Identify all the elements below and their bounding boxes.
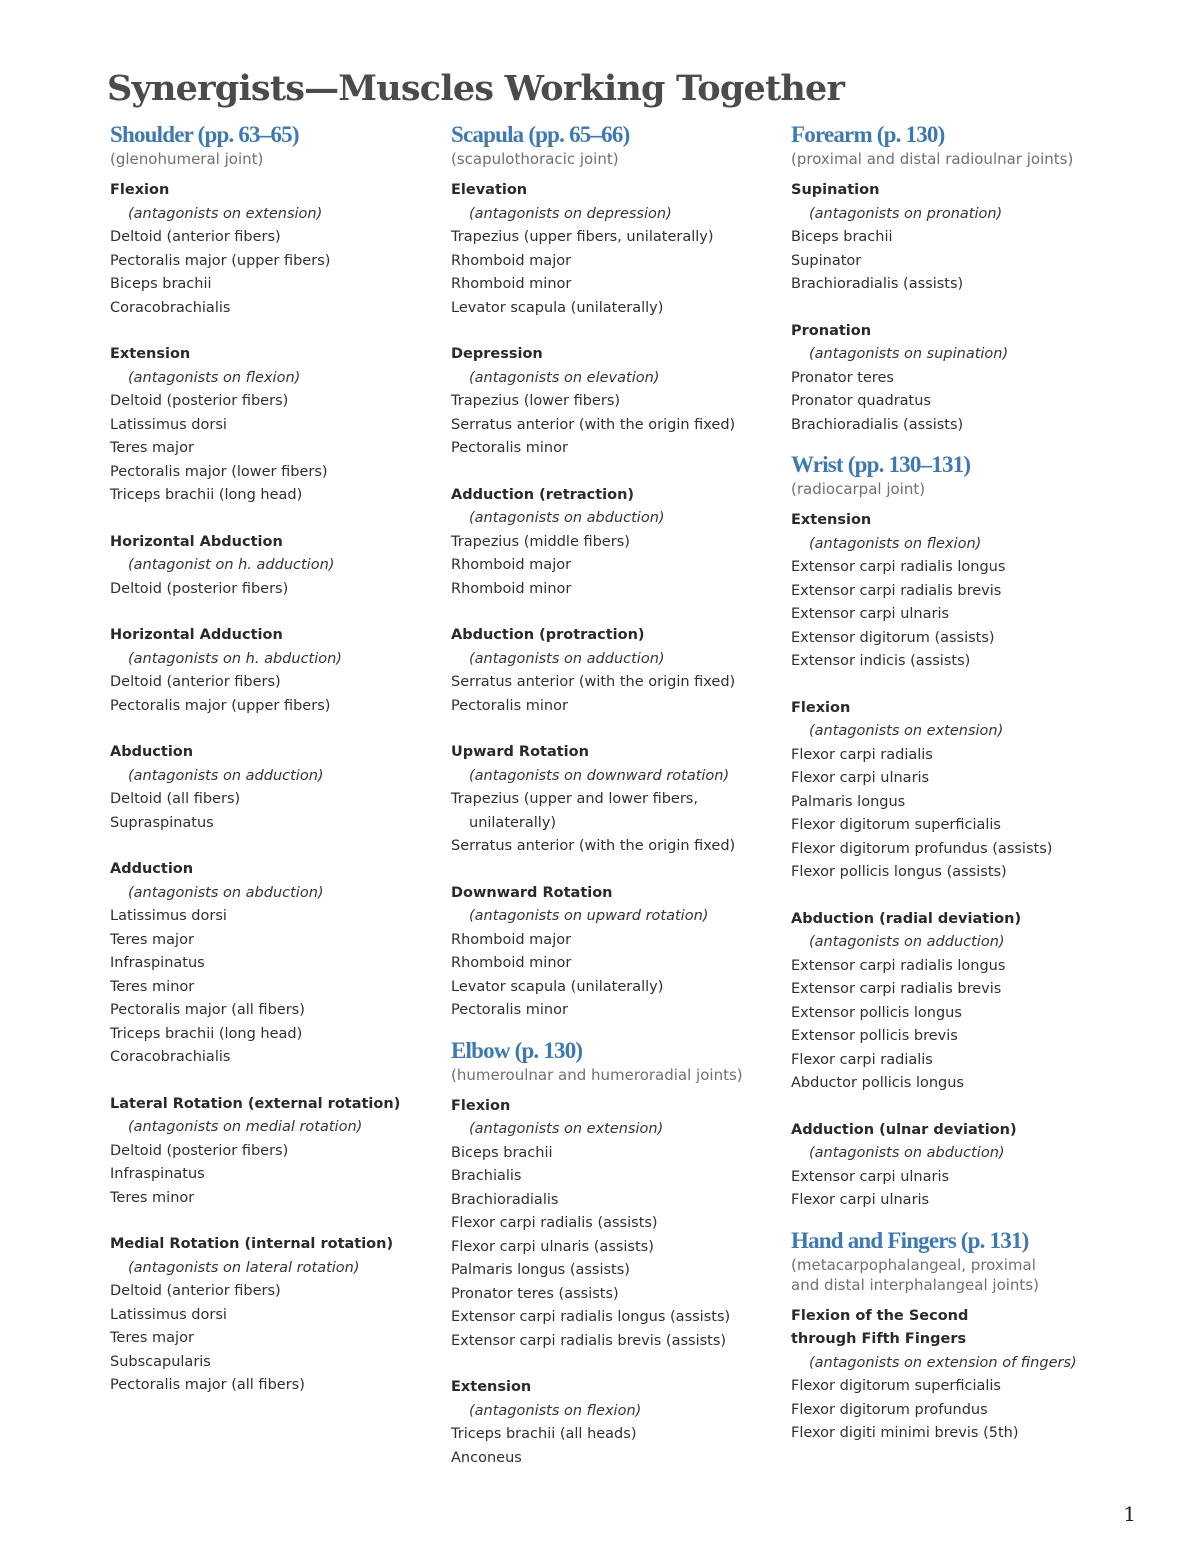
muscle-name: Trapezius (upper fibers, unilaterally) <box>451 229 714 245</box>
section-subtitle <box>791 1255 1126 1295</box>
muscle-name: Levator scapula (unilaterally) <box>451 299 664 316</box>
muscle-item <box>791 367 1126 391</box>
muscle-name: Palmaris longus <box>791 793 906 810</box>
muscle-name: Pronator teres <box>791 369 894 386</box>
muscle-item <box>791 838 1126 862</box>
movement-block <box>791 697 1126 885</box>
muscle-item <box>451 788 786 835</box>
muscle-name: Coracobrachialis <box>110 299 231 316</box>
movement-block <box>791 1119 1126 1213</box>
subtitle-line: (scapulothoracic joint) <box>451 150 619 168</box>
muscle-name: Extensor carpi radialis brevis <box>791 981 1002 997</box>
muscle-item <box>791 1399 1126 1423</box>
muscle-name: Rhomboid major <box>451 557 572 573</box>
muscle-item <box>451 1306 786 1330</box>
muscle-name: Supinator <box>791 252 862 269</box>
movement-title: Flexion <box>110 182 170 198</box>
muscle-item <box>791 650 1126 674</box>
muscle-name: Abductor pollicis longus <box>791 1075 964 1091</box>
movement-block <box>110 531 445 602</box>
section-subtitle <box>110 149 445 169</box>
muscle-item <box>791 861 1126 885</box>
muscle-name: Deltoid (anterior fibers) <box>110 674 281 690</box>
movement-block <box>791 509 1126 674</box>
muscle-item <box>791 390 1126 414</box>
muscle-name: Brachioradialis <box>451 1191 559 1208</box>
movement-title: Adduction (ulnar deviation) <box>791 1121 1017 1138</box>
muscle-item <box>791 414 1126 438</box>
muscle-item <box>791 1422 1126 1446</box>
muscle-name: Trapezius (upper and lower fibers, <box>451 791 698 807</box>
movement-block <box>110 741 445 835</box>
muscle-item <box>110 952 445 976</box>
antagonist-note: (antagonists on elevation) <box>469 369 660 386</box>
muscle-item <box>451 952 786 976</box>
muscle-name: Pronator teres (assists) <box>451 1285 619 1302</box>
movement-block <box>791 1305 1126 1446</box>
muscle-item <box>451 929 786 953</box>
muscle-item <box>451 695 786 719</box>
muscle-item <box>110 1351 445 1375</box>
page-title: Synergists—Muscles Working Together <box>107 68 845 109</box>
muscle-name: Extensor pollicis brevis <box>791 1028 958 1044</box>
muscle-name: Deltoid (posterior fibers) <box>110 1142 289 1159</box>
muscle-name-continued: unilaterally) <box>469 814 557 831</box>
muscle-item <box>110 484 445 508</box>
movement-block <box>451 343 786 461</box>
muscle-name: Deltoid (posterior fibers) <box>110 580 289 597</box>
muscle-name: Pectoralis major (upper fibers) <box>110 697 331 714</box>
muscle-name: Rhomboid major <box>451 252 572 269</box>
muscle-name: Subscapularis <box>110 1353 211 1370</box>
antagonist-note: (antagonists on h. abduction) <box>128 650 342 667</box>
muscle-item <box>451 250 786 274</box>
muscle-item <box>791 1049 1126 1073</box>
section-heading: Forearm (p. 130) <box>791 122 945 147</box>
muscle-name: Deltoid (all fibers) <box>110 791 241 807</box>
muscle-item <box>451 999 786 1023</box>
movement-title: Horizontal Abduction <box>110 533 283 550</box>
muscle-name: Pectoralis major (upper fibers) <box>110 252 331 269</box>
muscle-name: Extensor carpi ulnaris <box>791 606 950 622</box>
muscle-item <box>110 695 445 719</box>
muscle-item <box>110 1046 445 1070</box>
muscle-name: Flexor carpi radialis <box>791 1051 933 1068</box>
muscle-item <box>791 978 1126 1002</box>
section-subtitle <box>451 149 786 169</box>
muscle-name: Levator scapula (unilaterally) <box>451 978 664 995</box>
muscle-name: Flexor digitorum profundus <box>791 1401 988 1418</box>
antagonist-note: (antagonists on upward rotation) <box>469 908 709 924</box>
movement-title: Elevation <box>451 182 528 198</box>
movement-title: Extension <box>451 1379 532 1395</box>
muscle-item <box>110 1280 445 1304</box>
antagonist-note: (antagonists on extension) <box>809 723 1004 739</box>
movement-title: Downward Rotation <box>451 884 613 901</box>
muscle-item <box>451 1236 786 1260</box>
muscle-item <box>451 1283 786 1307</box>
muscle-name: Extensor carpi ulnaris <box>791 1168 950 1185</box>
muscle-name: Serratus anterior (with the origin fixed) <box>451 838 736 854</box>
antagonist-note: (antagonists on abduction) <box>809 1145 1005 1161</box>
muscle-name: Pectoralis major (all fibers) <box>110 1377 305 1393</box>
muscle-item <box>451 671 786 695</box>
muscle-item <box>451 1330 786 1354</box>
subtitle-line: and distal interphalangeal joints) <box>791 1275 1039 1294</box>
muscle-name: Teres minor <box>110 978 195 995</box>
movement-block <box>451 741 786 859</box>
muscle-name: Pectoralis minor <box>451 697 568 714</box>
muscle-item <box>791 814 1126 838</box>
muscle-name: Biceps brachii <box>110 276 212 292</box>
muscle-item <box>110 976 445 1000</box>
muscle-name: Infraspinatus <box>110 1166 205 1182</box>
movement-block <box>451 484 786 602</box>
movement-title: Abduction (radial deviation) <box>791 910 1022 927</box>
muscle-name: Flexor digiti minimi brevis (5th) <box>791 1425 1019 1441</box>
muscle-name: Flexor carpi ulnaris <box>791 1192 930 1208</box>
movement-title: Extension <box>110 346 191 362</box>
muscle-name: Extensor carpi radialis longus <box>791 957 1006 974</box>
muscle-item <box>451 414 786 438</box>
muscle-item <box>791 1072 1126 1096</box>
muscle-name: Latissimus dorsi <box>110 908 227 924</box>
muscle-name: Rhomboid minor <box>451 955 572 971</box>
movement-block <box>110 179 445 320</box>
muscle-name: Trapezius (middle fibers) <box>451 533 630 550</box>
muscle-item <box>451 1212 786 1236</box>
muscle-item <box>110 1163 445 1187</box>
movement-title: Flexion of the Second <box>791 1307 969 1324</box>
muscle-name: Pectoralis major (all fibers) <box>110 1002 305 1018</box>
joint-section <box>451 121 786 1023</box>
muscle-item <box>110 929 445 953</box>
muscle-item <box>791 1002 1126 1026</box>
movement-block <box>791 908 1126 1096</box>
muscle-item <box>110 273 445 297</box>
movement-block <box>110 1093 445 1211</box>
movement-block <box>791 320 1126 438</box>
muscle-item <box>791 627 1126 651</box>
antagonist-note: (antagonists on medial rotation) <box>128 1119 363 1135</box>
section-subtitle <box>451 1065 786 1085</box>
movement-title: Abduction (protraction) <box>451 627 645 643</box>
section-heading: Shoulder (pp. 63–65) <box>110 122 299 147</box>
muscle-name: Latissimus dorsi <box>110 416 227 433</box>
muscle-item <box>791 226 1126 250</box>
muscle-item <box>451 1165 786 1189</box>
muscle-name: Infraspinatus <box>110 955 205 971</box>
muscle-name: Flexor digitorum superficialis <box>791 817 1001 833</box>
muscle-name: Deltoid (posterior fibers) <box>110 393 289 409</box>
muscle-name: Flexor digitorum superficialis <box>791 1378 1001 1394</box>
muscle-item <box>451 578 786 602</box>
muscle-item <box>110 250 445 274</box>
muscle-name: Supraspinatus <box>110 814 214 831</box>
muscle-item <box>110 788 445 812</box>
muscle-name: Rhomboid minor <box>451 276 572 292</box>
column-3 <box>791 121 1126 1446</box>
movement-title: Extension <box>791 512 872 528</box>
muscle-name: Triceps brachii (long head) <box>110 1025 303 1042</box>
antagonist-note: (antagonists on adduction) <box>809 934 1005 950</box>
muscle-name: Deltoid (anterior fibers) <box>110 1283 281 1299</box>
movement-block <box>451 882 786 1023</box>
antagonist-note: (antagonists on extension) <box>469 1121 664 1137</box>
movement-block <box>451 1095 786 1354</box>
section-heading: Elbow (p. 130) <box>451 1037 583 1063</box>
joint-section <box>791 1227 1126 1446</box>
muscle-name: Pectoralis minor <box>451 1002 568 1018</box>
muscle-item <box>451 1142 786 1166</box>
muscle-item <box>110 226 445 250</box>
movement-block <box>451 179 786 320</box>
movement-block <box>110 1233 445 1398</box>
muscle-name: Flexor carpi radialis (assists) <box>451 1215 658 1231</box>
column-1 <box>110 121 445 1398</box>
antagonist-note: (antagonists on downward rotation) <box>469 767 730 784</box>
subtitle-line: (proximal and distal radioulnar joints) <box>791 150 1074 168</box>
muscle-item <box>110 1187 445 1211</box>
muscle-name: Teres major <box>110 440 194 456</box>
antagonist-note: (antagonists on abduction) <box>469 510 665 526</box>
muscle-name: Latissimus dorsi <box>110 1306 227 1323</box>
movement-block <box>451 624 786 718</box>
movement-title: Abduction <box>110 744 194 760</box>
antagonist-note: (antagonists on depression) <box>469 205 672 222</box>
muscle-name: Teres minor <box>110 1189 195 1206</box>
movement-title: Upward Rotation <box>451 744 589 760</box>
muscle-item <box>110 390 445 414</box>
muscle-item <box>110 437 445 461</box>
subtitle-line: (humeroulnar and humeroradial joints) <box>451 1065 743 1084</box>
muscle-item <box>791 791 1126 815</box>
subtitle-line: (radiocarpal joint) <box>791 480 926 498</box>
muscle-item <box>110 905 445 929</box>
antagonist-note: (antagonists on extension of fingers) <box>809 1354 1077 1371</box>
movement-title: through Fifth Fingers <box>791 1331 967 1347</box>
antagonist-note: (antagonists on extension) <box>128 205 323 222</box>
column-2 <box>451 121 786 1470</box>
muscle-item <box>110 1304 445 1328</box>
muscle-item <box>110 999 445 1023</box>
muscle-item <box>791 1025 1126 1049</box>
antagonist-note: (antagonist on h. adduction) <box>128 557 335 573</box>
muscle-item <box>110 578 445 602</box>
section-subtitle <box>791 149 1126 169</box>
muscle-item <box>451 297 786 321</box>
movement-title: Depression <box>451 346 543 362</box>
muscle-item <box>791 1375 1126 1399</box>
movement-block <box>451 1376 786 1470</box>
joint-section <box>791 121 1126 437</box>
muscle-item <box>451 1423 786 1447</box>
muscle-name: Extensor carpi radialis longus <box>791 559 1006 575</box>
antagonist-note: (antagonists on abduction) <box>128 884 324 901</box>
muscle-item <box>110 671 445 695</box>
joint-section <box>110 121 445 1398</box>
movement-title: Horizontal Adduction <box>110 627 283 643</box>
muscle-item <box>791 580 1126 604</box>
muscle-name: Flexor carpi ulnaris <box>791 770 930 786</box>
section-subtitle <box>791 479 1126 499</box>
antagonist-note: (antagonists on flexion) <box>469 1402 642 1419</box>
muscle-item <box>791 556 1126 580</box>
movement-block <box>791 179 1126 297</box>
muscle-item <box>110 297 445 321</box>
muscle-name: Teres major <box>110 931 194 948</box>
movement-title: Supination <box>791 182 880 198</box>
muscle-item <box>451 1189 786 1213</box>
joint-section <box>451 1037 786 1471</box>
muscle-item <box>791 744 1126 768</box>
joint-section <box>791 451 1126 1213</box>
muscle-item <box>110 1327 445 1351</box>
muscle-name: Deltoid (anterior fibers) <box>110 229 281 245</box>
muscle-item <box>451 1447 786 1471</box>
muscle-name: Palmaris longus (assists) <box>451 1262 630 1278</box>
muscle-item <box>451 554 786 578</box>
section-heading: Wrist (pp. 130–131) <box>791 452 971 477</box>
muscle-name: Coracobrachialis <box>110 1049 231 1065</box>
muscle-item <box>791 767 1126 791</box>
subtitle-line: (glenohumeral joint) <box>110 150 264 168</box>
movement-title: Adduction (retraction) <box>451 486 635 503</box>
muscle-name: Extensor carpi radialis brevis (assists) <box>451 1332 727 1349</box>
movement-block <box>110 858 445 1070</box>
muscle-name: Brachioradialis (assists) <box>791 416 964 433</box>
page-number: 1 <box>1123 1502 1136 1526</box>
muscle-item <box>451 835 786 859</box>
muscle-name: Pectoralis major (lower fibers) <box>110 463 328 480</box>
muscle-name: Extensor pollicis longus <box>791 1004 962 1021</box>
muscle-name: Trapezius (lower fibers) <box>451 393 621 409</box>
section-heading: Scapula (pp. 65–66) <box>451 122 630 147</box>
antagonist-note: (antagonists on supination) <box>809 346 1009 362</box>
muscle-name: Pectoralis minor <box>451 440 568 456</box>
muscle-name: Extensor carpi radialis longus (assists) <box>451 1309 731 1325</box>
muscle-item <box>791 955 1126 979</box>
muscle-item <box>791 603 1126 627</box>
antagonist-note: (antagonists on lateral rotation) <box>128 1259 360 1276</box>
muscle-item <box>451 273 786 297</box>
muscle-name: Rhomboid minor <box>451 580 572 597</box>
movement-title: Lateral Rotation (external rotation) <box>110 1095 401 1112</box>
muscle-name: Flexor carpi ulnaris (assists) <box>451 1238 654 1255</box>
antagonist-note: (antagonists on flexion) <box>128 369 301 386</box>
movement-block <box>110 624 445 718</box>
muscle-item <box>110 461 445 485</box>
muscle-name: Serratus anterior (with the origin fixed) <box>451 416 736 433</box>
movement-title: Flexion <box>791 699 851 716</box>
subtitle-line: (metacarpophalangeal, proximal <box>791 1255 1036 1274</box>
movement-title: Pronation <box>791 322 872 339</box>
muscle-item <box>451 437 786 461</box>
muscle-name: Teres major <box>110 1330 194 1346</box>
muscle-item <box>451 1259 786 1283</box>
muscle-item <box>451 390 786 414</box>
muscle-name: Brachioradialis (assists) <box>791 276 964 292</box>
muscle-item <box>110 1374 445 1398</box>
antagonist-note: (antagonists on flexion) <box>809 535 982 552</box>
antagonist-note: (antagonists on adduction) <box>469 650 665 667</box>
muscle-item <box>791 1166 1126 1190</box>
muscle-item <box>110 1140 445 1164</box>
movement-title: Medial Rotation (internal rotation) <box>110 1236 394 1252</box>
muscle-name: Extensor indicis (assists) <box>791 653 971 669</box>
muscle-item <box>110 1023 445 1047</box>
muscle-name: Rhomboid major <box>451 931 572 948</box>
muscle-item <box>791 273 1126 297</box>
muscle-item <box>791 250 1126 274</box>
muscle-name: Anconeus <box>451 1449 522 1466</box>
antagonist-note: (antagonists on pronation) <box>809 205 1003 222</box>
muscle-name: Triceps brachii (all heads) <box>451 1426 637 1442</box>
muscle-item <box>791 1189 1126 1213</box>
muscle-name: Triceps brachii (long head) <box>110 487 303 503</box>
muscle-item <box>451 976 786 1000</box>
muscle-name: Pronator quadratus <box>791 393 931 409</box>
muscle-name: Biceps brachii <box>791 229 893 245</box>
muscle-name: Extensor carpi radialis brevis <box>791 582 1002 599</box>
muscle-name: Brachialis <box>451 1168 522 1184</box>
movement-title: Adduction <box>110 861 194 877</box>
muscle-item <box>110 414 445 438</box>
muscle-item <box>451 226 786 250</box>
muscle-item <box>110 812 445 836</box>
muscle-name: Extensor digitorum (assists) <box>791 629 995 646</box>
muscle-name: Biceps brachii <box>451 1144 553 1161</box>
muscle-name: Flexor carpi radialis <box>791 746 933 763</box>
muscle-name: Flexor digitorum profundus (assists) <box>791 840 1053 857</box>
muscle-name: Flexor pollicis longus (assists) <box>791 864 1007 880</box>
antagonist-note: (antagonists on adduction) <box>128 767 324 784</box>
movement-title: Flexion <box>451 1097 511 1114</box>
muscle-name: Serratus anterior (with the origin fixed) <box>451 674 736 690</box>
section-heading: Hand and Fingers (p. 131) <box>791 1227 1029 1253</box>
movement-block <box>110 343 445 508</box>
muscle-item <box>451 531 786 555</box>
